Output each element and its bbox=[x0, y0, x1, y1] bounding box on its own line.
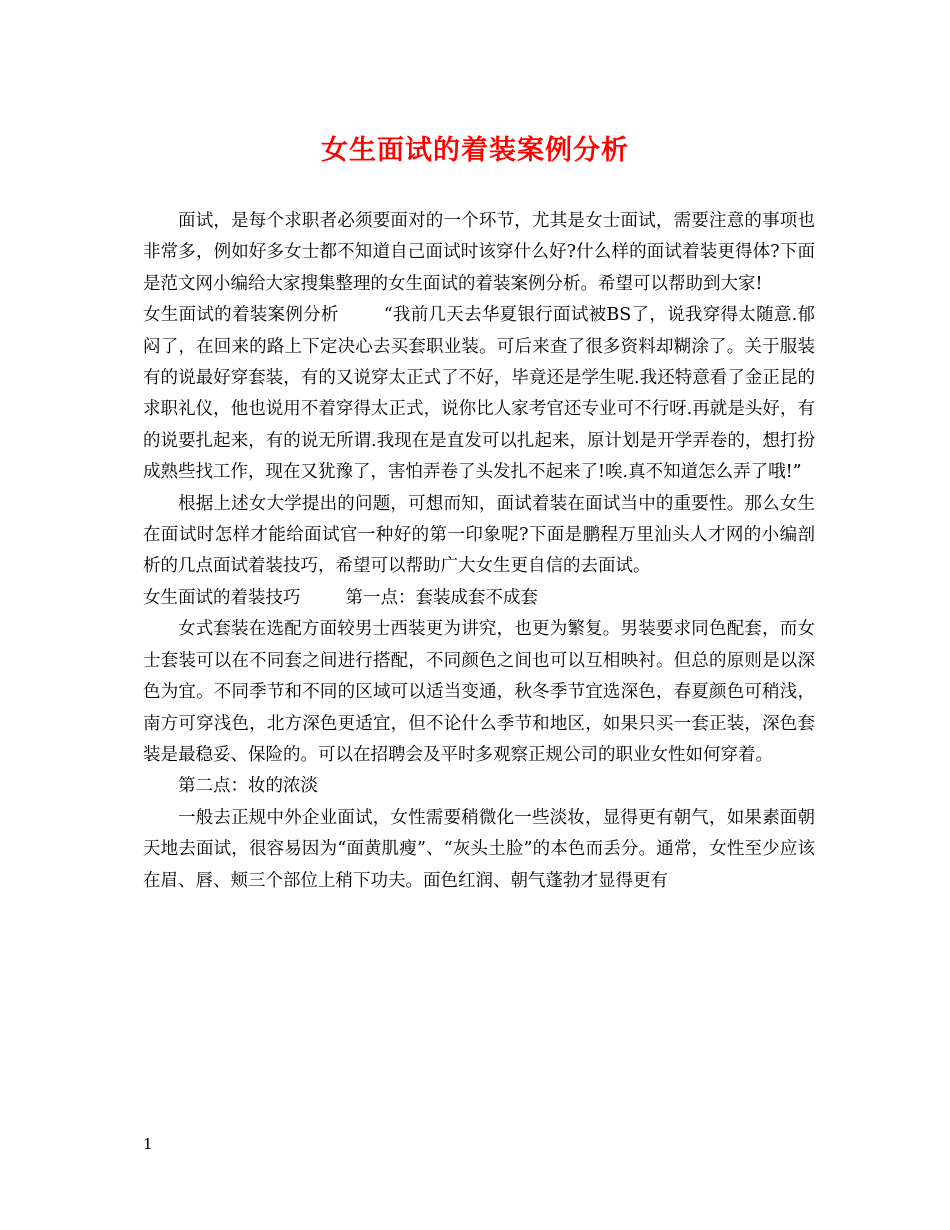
document-body bbox=[143, 206, 815, 897]
suit-paragraph: 女式套装在选配方面较男士西装更为讲究，也更为繁复。男装要求同色配套，而女士套装可以在不同套之间进行搭配，不同颜色之间也可以互相映衬。但总的原则是以深色为宜。不同季节和不同的区域可以适当变通，秋冬季节宜选深色，春夏颜色可稍浅，南方可穿浅色，北方深色更适宜，但不论什么季节和地区，如果只买一套正装，深色套装是最稳妥、保险的。可以在招聘会及平时多观察正规公司的职业女性如何穿着。 bbox=[143, 619, 815, 765]
case-paragraph bbox=[143, 300, 815, 488]
case-quote: “我前几天去华夏银行面试被BS了，说我穿得太随意.郁闷了，在回来的路上下定决心去买套职业装。可后来查了很多资料却糊涂了。关于服装有的说最好穿套装，有的又说穿太正式了不好，毕竟还是学生呢.我还特意看了金正昆的求职礼仪，他也说用不着穿得太正式，说你比人家考官还专业可不行呀.再就是头好，有的说要扎起来，有的说无所谓.我现在是直发可以扎起来，原计划是开学弄卷的，想打扮成熟些找工作，现在又犹豫了，害怕弄卷了头发扎不起来了!唉.真不知道怎么弄了哦!” bbox=[143, 305, 815, 483]
case-heading: 女生面试的着装案例分析 bbox=[143, 305, 339, 326]
tips-paragraph bbox=[143, 583, 815, 614]
analysis-paragraph: 根据上述女大学提出的问题，可想而知，面试着装在面试当中的重要性。那么女生在面试时怎样才能给面试官一种好的第一印象呢?下面是鹏程万里汕头人才网的小编剖析的几点面试着装技巧，希望可以帮助广大女生更自信的去面试。 bbox=[143, 493, 815, 577]
tip-one-title: 第一点：套装成套不成套 bbox=[345, 587, 538, 608]
tips-heading: 女生面试的着装技巧 bbox=[143, 587, 301, 608]
page-number: 1 bbox=[143, 1135, 153, 1153]
intro-paragraph: 面试，是每个求职者必须要面对的一个环节，尤其是女士面试，需要注意的事项也非常多，例如好多女士都不知道自己面试时该穿什么好?什么样的面试着装更得体?下面是范文网小编给大家搜集整理的女生面试的着装案例分析。希望可以帮助到大家! bbox=[143, 211, 815, 294]
makeup-paragraph: 一般去正规中外企业面试，女性需要稍微化一些淡妆，显得更有朝气，如果素面朝天地去面试，很容易因为“面黄肌瘦”、“灰头土脸”的本色而丢分。通常，女性至少应该在眉、唇、颊三个部位上稍下功夫。面色红润、朝气蓬勃才显得更有 bbox=[143, 807, 815, 891]
document-title: 女生面试的着装案例分析 bbox=[321, 135, 629, 166]
tip-two-title: 第二点：妆的浓淡 bbox=[178, 776, 318, 797]
